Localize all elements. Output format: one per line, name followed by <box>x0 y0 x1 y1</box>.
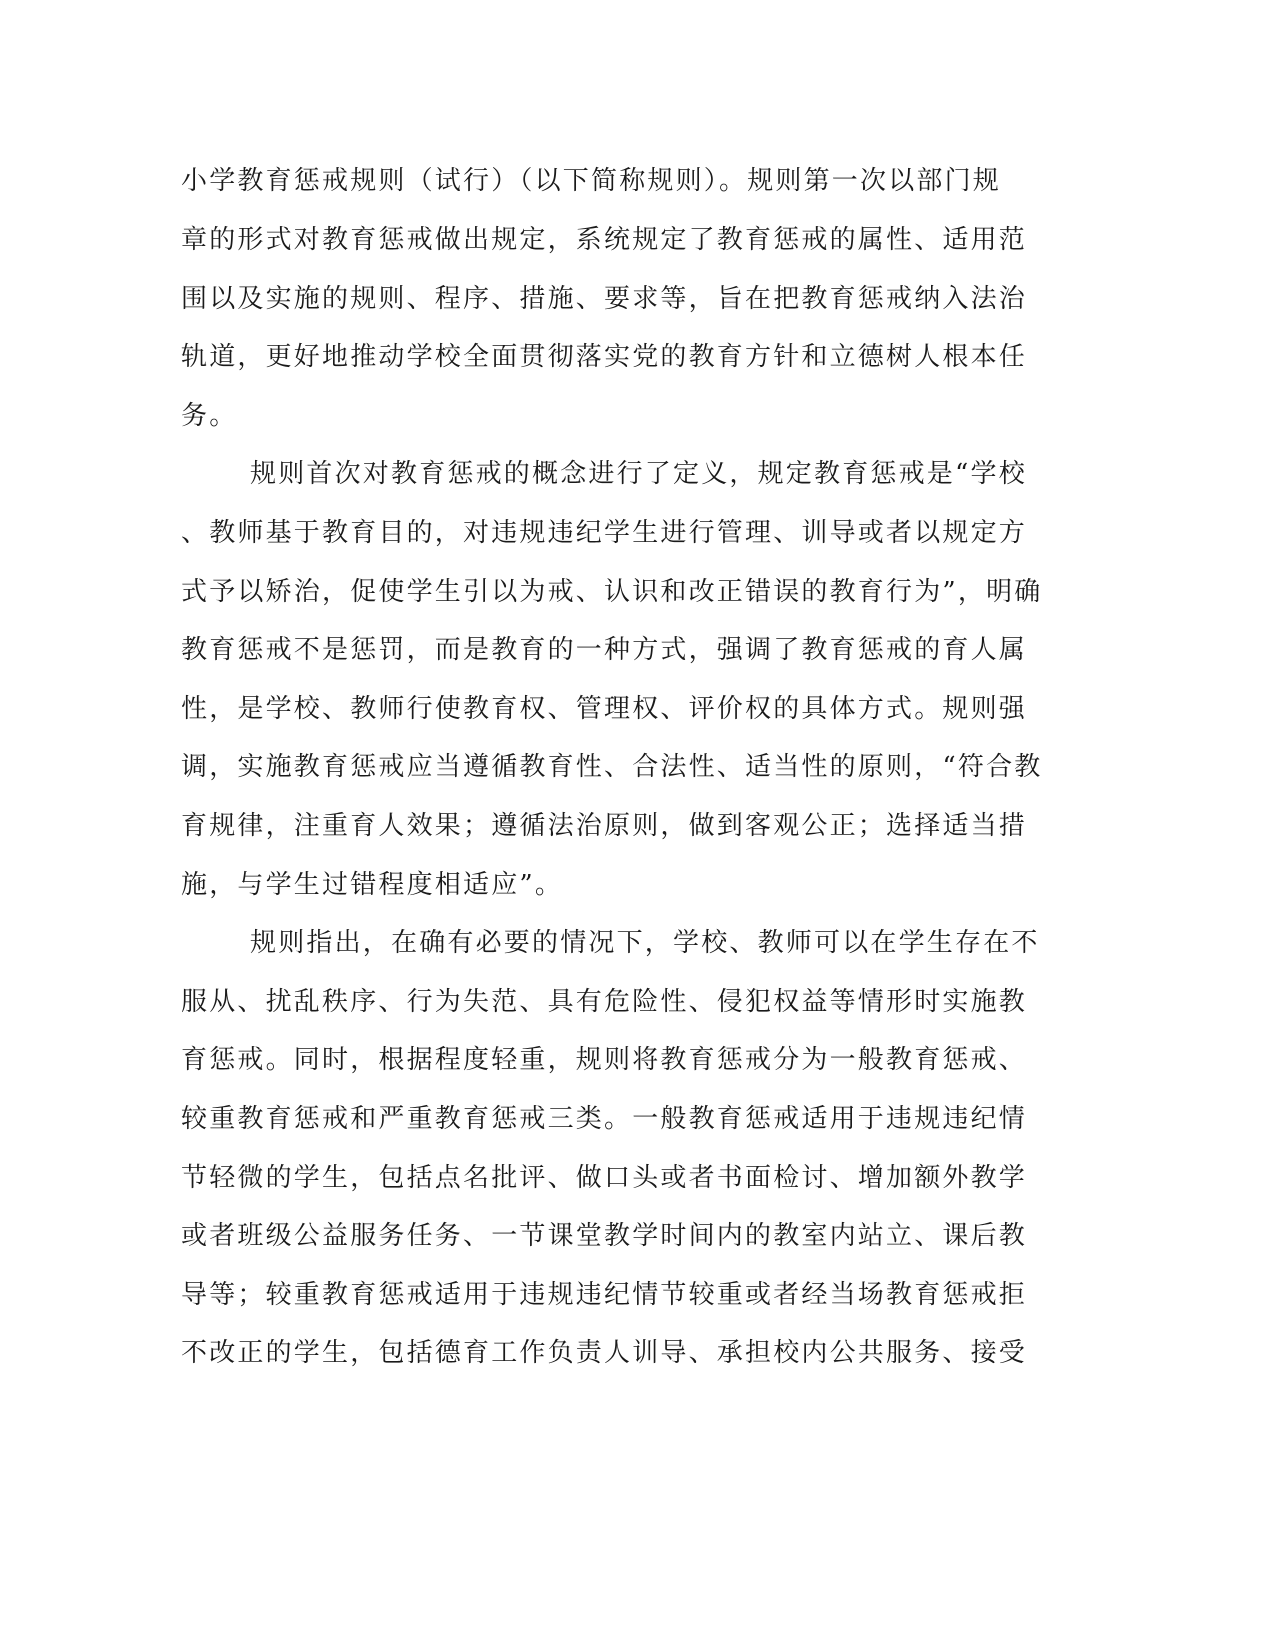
paragraph-first-line: 规则首次对教育惩戒的概念进行了定义，规定教育惩戒是“学校 <box>250 459 1027 489</box>
text-line: 施，与学生过错程度相适应”。 <box>181 870 564 900</box>
text-line: 调，实施教育惩戒应当遵循教育性、合法性、适当性的原则，“符合教 <box>181 752 1043 782</box>
text-line: 导等；较重教育惩戒适用于违规违纪情节较重或者经当场教育惩戒拒 <box>181 1280 1028 1310</box>
text-line: 章的形式对教育惩戒做出规定，系统规定了教育惩戒的属性、适用范 <box>181 225 1028 255</box>
text-line: 育惩戒。同时，根据程度轻重，规则将教育惩戒分为一般教育惩戒、 <box>181 1045 1028 1075</box>
text-line: 轨道，更好地推动学校全面贯彻落实党的教育方针和立德树人根本任 <box>181 342 1028 372</box>
text-line: 节轻微的学生，包括点名批评、做口头或者书面检讨、增加额外教学 <box>181 1163 1028 1193</box>
text-line: 教育惩戒不是惩罚，而是教育的一种方式，强调了教育惩戒的育人属 <box>181 635 1028 665</box>
text-line: 务。 <box>181 401 238 431</box>
text-line: 式予以矫治，促使学生引以为戒、认识和改正错误的教育行为”，明确 <box>181 577 1043 607</box>
text-line: 服从、扰乱秩序、行为失范、具有危险性、侵犯权益等情形时实施教 <box>181 987 1028 1017</box>
text-line: 性，是学校、教师行使教育权、管理权、评价权的具体方式。规则强 <box>181 694 1028 724</box>
text-line: 育规律，注重育人效果；遵循法治原则，做到客观公正；选择适当措 <box>181 811 1028 841</box>
text-line: 或者班级公益服务任务、一节课堂教学时间内的教室内站立、课后教 <box>181 1221 1028 1251</box>
text-line: 围以及实施的规则、程序、措施、要求等，旨在把教育惩戒纳入法治 <box>181 284 1028 314</box>
paragraph-first-line: 规则指出，在确有必要的情况下，学校、教师可以在学生存在不 <box>250 928 1040 958</box>
text-line: 较重教育惩戒和严重教育惩戒三类。一般教育惩戒适用于违规违纪情 <box>181 1104 1028 1134</box>
text-line: 小学教育惩戒规则（试行）（以下简称规则）。规则第一次以部门规 <box>181 166 1002 196</box>
text-line: 不改正的学生，包括德育工作负责人训导、承担校内公共服务、接受 <box>181 1338 1028 1368</box>
text-line: 、教师基于教育目的，对违规违纪学生进行管理、训导或者以规定方 <box>181 518 1028 548</box>
